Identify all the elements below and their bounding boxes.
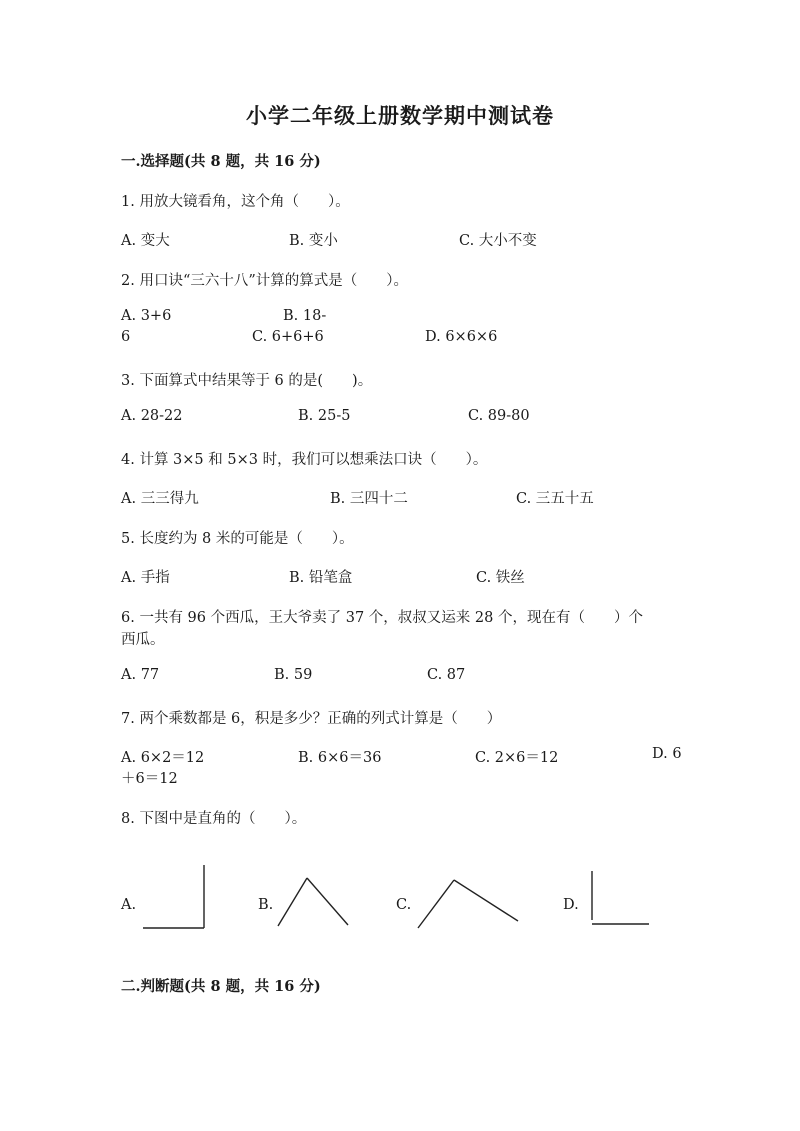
question-5: 5. 长度约为 8 米的可能是（ ）。 bbox=[121, 531, 354, 547]
question-7: 7. 两个乘数都是 6，积是多少？正确的列式计算是（ ） bbox=[121, 711, 502, 727]
question-8: 8. 下图中是直角的（ ）。 bbox=[121, 811, 307, 827]
q3-option-c[interactable]: C. 89-80 bbox=[468, 408, 530, 424]
q2-option-d[interactable]: D. 6×6×6 bbox=[425, 329, 498, 345]
q1-option-c[interactable]: C. 大小不变 bbox=[459, 233, 537, 249]
q6-option-c[interactable]: C. 87 bbox=[427, 667, 466, 683]
q2-option-b[interactable]: B. 18- bbox=[283, 308, 327, 324]
question-3: 3. 下面算式中结果等于 6 的是( )。 bbox=[121, 373, 373, 389]
q3-option-b[interactable]: B. 25-5 bbox=[298, 408, 351, 424]
q6-option-a[interactable]: A. 77 bbox=[121, 667, 160, 683]
question-6-cont: 西瓜。 bbox=[121, 632, 165, 648]
q1-option-a[interactable]: A. 变大 bbox=[121, 233, 170, 249]
q8-figure-b-angle bbox=[274, 872, 354, 932]
q7-option-b[interactable]: B. 6×6＝36 bbox=[298, 750, 382, 766]
question-2: 2. 用口诀“三六十八”计算的算式是（ ）。 bbox=[121, 273, 409, 289]
q4-option-c[interactable]: C. 三五十五 bbox=[516, 491, 594, 507]
q2-option-a[interactable]: A. 3+6 bbox=[121, 308, 172, 324]
question-6: 6. 一共有 96 个西瓜，王大爷卖了 37 个，叔叔又运来 28 个，现在有（ ）个 bbox=[121, 610, 643, 626]
q8-option-d[interactable]: D. bbox=[563, 897, 579, 913]
q8-figure-c-angle bbox=[414, 874, 524, 934]
q2-option-c[interactable]: C. 6+6+6 bbox=[252, 329, 324, 345]
q5-option-b[interactable]: B. 铅笔盒 bbox=[289, 570, 353, 586]
q8-option-a[interactable]: A. bbox=[121, 897, 137, 913]
q8-option-c[interactable]: C. bbox=[396, 897, 412, 913]
q2-option-b-cont: 6 bbox=[121, 329, 131, 345]
q8-figure-d-angle bbox=[585, 867, 655, 933]
q4-option-b[interactable]: B. 三四十二 bbox=[330, 491, 408, 507]
q6-option-b[interactable]: B. 59 bbox=[274, 667, 313, 683]
q7-option-d[interactable]: D. 6 bbox=[652, 746, 682, 762]
q7-option-d-cont: ＋6＝12 bbox=[121, 771, 178, 787]
q7-option-c[interactable]: C. 2×6＝12 bbox=[475, 750, 559, 766]
q3-option-a[interactable]: A. 28-22 bbox=[121, 408, 183, 424]
q8-option-b[interactable]: B. bbox=[258, 897, 274, 913]
q5-option-a[interactable]: A. 手指 bbox=[121, 570, 170, 586]
section-heading-choice: 一.选择题(共 8 题，共 16 分) bbox=[121, 153, 321, 170]
page-title: 小学二年级上册数学期中测试卷 bbox=[246, 103, 554, 128]
q7-option-a[interactable]: A. 6×2＝12 bbox=[121, 750, 205, 766]
question-4: 4. 计算 3×5 和 5×3 时，我们可以想乘法口诀（ ）。 bbox=[121, 452, 488, 468]
q1-option-b[interactable]: B. 变小 bbox=[289, 233, 338, 249]
question-1: 1. 用放大镜看角，这个角（ ）。 bbox=[121, 194, 350, 210]
section-heading-judgement: 二.判断题(共 8 题，共 16 分) bbox=[121, 978, 321, 995]
q8-figure-a-right-angle bbox=[138, 862, 218, 932]
q4-option-a[interactable]: A. 三三得九 bbox=[121, 491, 199, 507]
q5-option-c[interactable]: C. 铁丝 bbox=[476, 570, 525, 586]
